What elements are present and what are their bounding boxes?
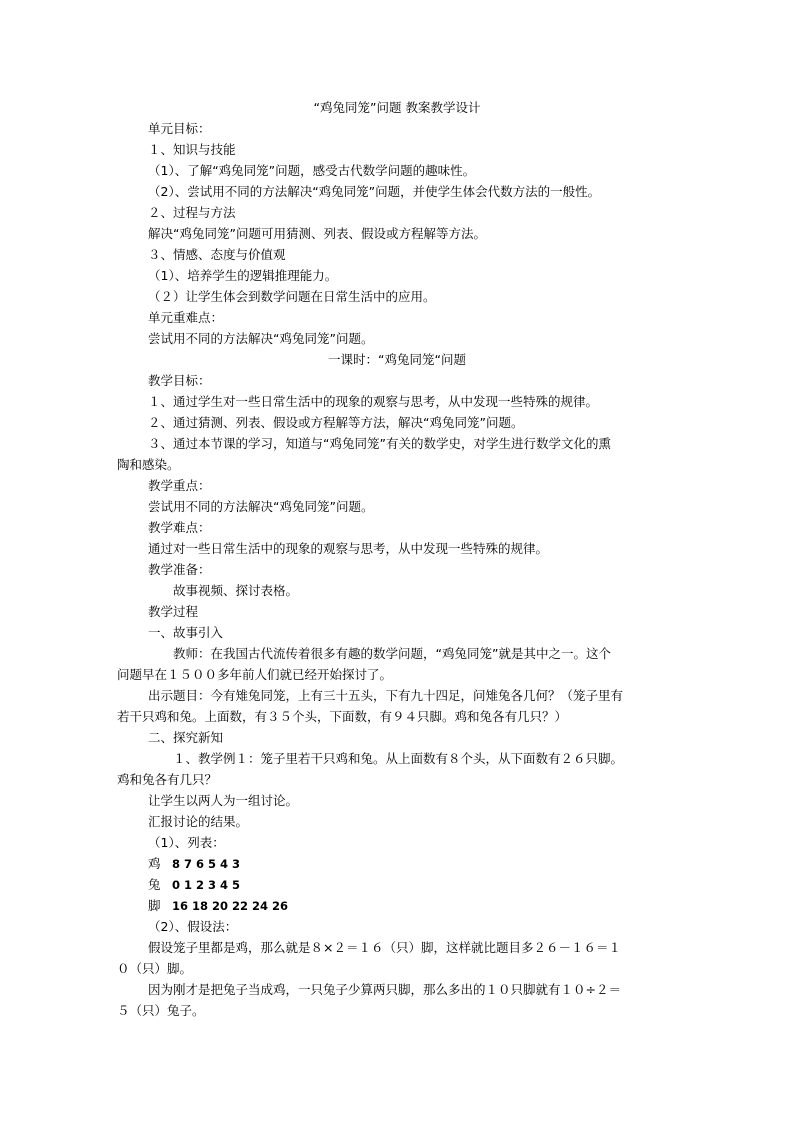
paragraph: 问题早在１５００多年前人们就已经开始探讨了。 [117,667,393,682]
document-title: “鸡兔同笼”问题 教案教学设计 [313,100,481,115]
paragraph: （2）、假设法： [148,919,238,934]
paragraph: （1）、了解“鸡兔同笼”问题，感受古代数学问题的趣味性。 [148,163,476,178]
paragraph: （２）让学生体会到数学问题在日常生活中的应用。 [148,289,436,304]
paragraph: 出示题目：今有雉兔同笼，上有三十五头，下有九十四足，问雉兔各几何？（笼子里有 [148,688,624,703]
paragraph: 教师：在我国古代流传着很多有趣的数学问题，“鸡兔同笼”就是其中之一。这个 [173,646,611,661]
paragraph: 假设笼子里都是鸡，那么就是８×２＝１６（只）脚，这样就比题目多２６－１６＝１ [148,940,621,955]
table-row-feet [148,895,708,916]
subsection-heading: ２、过程与方法 [148,205,236,220]
table-row-chicken [148,853,708,874]
table-row-label: 脚 [148,898,161,913]
paragraph: ２、通过猜测、列表、假设或方程解等方法，解决“鸡兔同笼”问题。 [148,415,524,430]
section-heading: 教学重点： [148,478,211,493]
paragraph: 让学生以两人为一组讨论。 [148,793,299,808]
paragraph: １、通过学生对一些日常生活中的现象的观察与思考，从中发现一些特殊的规律。 [148,394,599,409]
paragraph: 若干只鸡和兔。上面数，有３５个头，下面数，有９４只脚。鸡和兔各有几只？） [117,709,568,724]
table-row-label: 兔 [148,877,161,892]
subsection-heading: 二、探究新知 [148,730,224,745]
section-heading: 教学目标： [148,373,211,388]
table-row-values: 8 7 6 5 4 3 [172,857,241,871]
paragraph: 鸡和兔各有几只？ [117,772,218,787]
paragraph: 解决“鸡兔同笼”问题可用猜测、列表、假设或方程解等方法。 [148,226,486,241]
paragraph: （1）、培养学生的逻辑推理能力。 [148,268,338,283]
paragraph: 尝试用不同的方法解决“鸡兔同笼”问题。 [148,331,374,346]
table-row-values: 0 1 2 3 4 5 [172,878,241,892]
paragraph: 通过对一些日常生活中的现象的观察与思考，从中发现一些特殊的规律。 [148,541,549,556]
paragraph: （2）、尝试用不同的方法解决“鸡兔同笼”问题，并使学生体会代数方法的一般性。 [148,184,601,199]
paragraph: 陶和感染。 [117,457,180,472]
paragraph: 尝试用不同的方法解决“鸡兔同笼”问题。 [148,499,374,514]
subsection-heading: 一、故事引入 [148,625,224,640]
paragraph: １、教学例１：笼子里若干只鸡和兔。从上面数有８个头，从下面数有２６只脚。 [173,751,624,766]
section-heading: 教学准备： [148,562,211,577]
subsection-heading: １、知识与技能 [148,142,236,157]
paragraph: ０（只）脚。 [117,961,193,976]
section-heading: 教学难点： [148,520,211,535]
table-row-values: 16 18 20 22 24 26 [172,899,289,913]
paragraph: ５（只）兔子。 [117,1003,205,1018]
paragraph: 故事视频、探讨表格。 [173,583,299,598]
paragraph: 汇报讨论的结果。 [148,814,249,829]
section-heading: 单元重难点： [148,310,224,325]
subsection-heading: ３、情感、态度与价值观 [148,247,286,262]
section-heading: 单元目标： [148,121,211,136]
paragraph: （1）、列表： [148,835,225,850]
paragraph: 因为刚才是把兔子当成鸡，一只兔子少算两只脚，那么多出的１０只脚就有１０÷２＝ [148,982,621,997]
table-row-label: 鸡 [148,856,161,871]
paragraph: ３、通过本节课的学习，知道与“鸡兔同笼”有关的数学史，对学生进行数学文化的熏 [148,436,611,451]
lesson-heading: 一课时：“鸡兔同笼“问题 [328,352,466,367]
table-row-rabbit [148,874,708,895]
section-heading: 教学过程 [148,604,199,619]
